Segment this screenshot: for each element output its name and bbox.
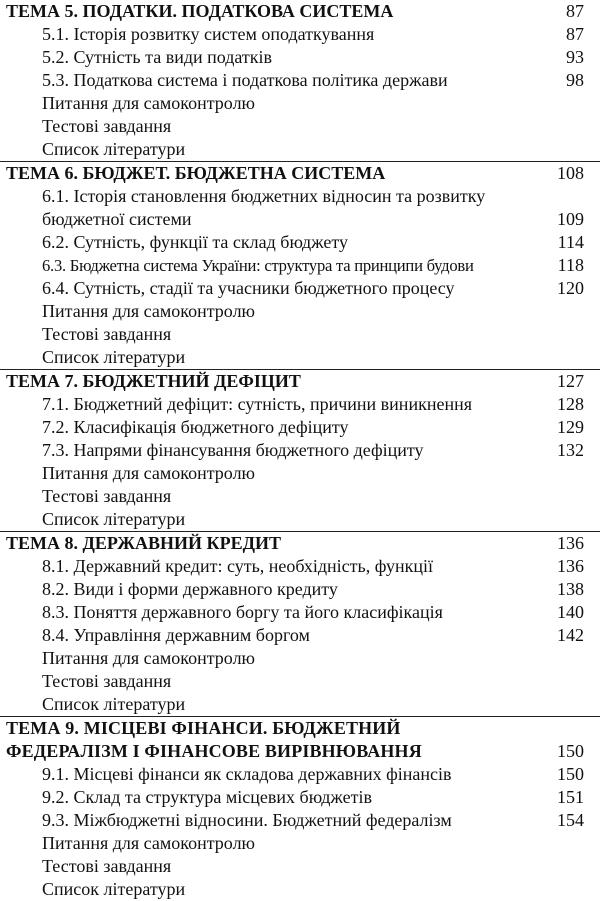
extra-title: Питання для самоконтролю bbox=[42, 301, 256, 321]
subsection-entry[interactable] bbox=[0, 439, 600, 462]
subsection-entry[interactable] bbox=[0, 763, 600, 786]
extra-entry[interactable] bbox=[0, 300, 600, 323]
subsection-title: 8.1. Державний кредит: суть, необхідність, функції bbox=[42, 556, 433, 576]
topic-heading[interactable] bbox=[0, 0, 600, 23]
extra-entry[interactable] bbox=[0, 346, 600, 369]
subsection-entry[interactable] bbox=[0, 393, 600, 416]
extra-title: Список літератури bbox=[42, 879, 186, 899]
subsection-entry[interactable] bbox=[0, 601, 600, 624]
extra-title: Список літератури bbox=[42, 509, 186, 529]
subsection-title: 5.3. Податкова система і податкова політика держави bbox=[42, 70, 448, 90]
topic-title: ТЕМА 9. МІСЦЕВІ ФІНАНСИ. БЮДЖЕТНИЙ bbox=[6, 718, 401, 738]
subsection-title: 7.3. Напрями фінансування бюджетного дефіциту bbox=[42, 440, 424, 460]
extra-entry[interactable] bbox=[0, 647, 600, 670]
extra-entry[interactable] bbox=[0, 138, 600, 161]
page-number: 150 bbox=[557, 764, 584, 784]
extra-entry[interactable] bbox=[0, 670, 600, 693]
extra-title: Тестові завдання bbox=[42, 116, 172, 136]
extra-title: Питання для самоконтролю bbox=[42, 93, 256, 113]
topic-heading[interactable] bbox=[0, 740, 600, 763]
extra-entry[interactable] bbox=[0, 855, 600, 878]
extra-title: Тестові завдання bbox=[42, 671, 172, 691]
topic-heading[interactable] bbox=[0, 370, 600, 393]
subsection-entry[interactable] bbox=[0, 809, 600, 832]
subsection-entry[interactable] bbox=[0, 277, 600, 300]
extra-title: Тестові завдання bbox=[42, 486, 172, 506]
page-number: 136 bbox=[557, 533, 584, 553]
subsection-entry[interactable] bbox=[0, 578, 600, 601]
page-number: 128 bbox=[557, 394, 584, 414]
toc-section bbox=[0, 0, 600, 162]
page-number: 87 bbox=[566, 24, 584, 44]
page-number: 142 bbox=[557, 625, 584, 645]
page-number: 154 bbox=[557, 810, 584, 830]
extra-entry[interactable] bbox=[0, 92, 600, 115]
page-number: 136 bbox=[557, 556, 584, 576]
extra-entry[interactable] bbox=[0, 485, 600, 508]
page-number: 151 bbox=[557, 787, 584, 807]
extra-title: Питання для самоконтролю bbox=[42, 833, 256, 853]
extra-entry[interactable] bbox=[0, 462, 600, 485]
subsection-title: бюджетної системи bbox=[42, 209, 192, 229]
toc-section bbox=[0, 717, 600, 901]
extra-entry[interactable] bbox=[0, 508, 600, 531]
page-number: 114 bbox=[557, 232, 584, 252]
extra-title: Тестові завдання bbox=[42, 324, 172, 344]
subsection-title: 7.2. Класифікація бюджетного дефіциту bbox=[42, 417, 349, 437]
subsection-title: 9.2. Склад та структура місцевих бюджетів bbox=[42, 787, 372, 807]
extra-entry[interactable] bbox=[0, 693, 600, 716]
subsection-title: 7.1. Бюджетний дефіцит: сутність, причини виникнення bbox=[42, 394, 472, 414]
topic-heading[interactable] bbox=[0, 162, 600, 185]
subsection-entry[interactable] bbox=[0, 185, 600, 208]
topic-heading[interactable] bbox=[0, 717, 600, 740]
subsection-entry[interactable] bbox=[0, 624, 600, 647]
topic-title: ТЕМА 6. БЮДЖЕТ. БЮДЖЕТНА СИСТЕМА bbox=[6, 163, 386, 183]
extra-entry[interactable] bbox=[0, 115, 600, 138]
subsection-title: 5.2. Сутність та види податків bbox=[42, 47, 273, 67]
topic-title: ТЕМА 5. ПОДАТКИ. ПОДАТКОВА СИСТЕМА bbox=[6, 1, 394, 21]
page-number: 127 bbox=[557, 371, 584, 391]
topic-title: ТЕМА 7. БЮДЖЕТНИЙ ДЕФІЦИТ bbox=[6, 371, 301, 391]
extra-title: Питання для самоконтролю bbox=[42, 463, 256, 483]
subsection-entry[interactable] bbox=[0, 786, 600, 809]
page-number: 108 bbox=[557, 163, 584, 183]
topic-title: ТЕМА 8. ДЕРЖАВНИЙ КРЕДИТ bbox=[6, 533, 282, 553]
extra-title: Список літератури bbox=[42, 694, 186, 714]
page-number: 98 bbox=[566, 70, 584, 90]
page-number: 109 bbox=[557, 209, 584, 229]
subsection-title: 5.1. Історія розвитку систем оподаткування bbox=[42, 24, 375, 44]
page-number: 129 bbox=[557, 417, 584, 437]
extra-title: Список літератури bbox=[42, 347, 186, 367]
toc-section bbox=[0, 532, 600, 717]
subsection-title: 8.4. Управління державним боргом bbox=[42, 625, 310, 645]
subsection-entry[interactable] bbox=[0, 69, 600, 92]
extra-entry[interactable] bbox=[0, 323, 600, 346]
extra-title: Питання для самоконтролю bbox=[42, 648, 256, 668]
topic-title: ФЕДЕРАЛІЗМ І ФІНАНСОВЕ ВИРІВНЮВАННЯ bbox=[6, 741, 422, 761]
page-number: 132 bbox=[557, 440, 584, 460]
topic-heading[interactable] bbox=[0, 532, 600, 555]
extra-entry[interactable] bbox=[0, 832, 600, 855]
extra-entry[interactable] bbox=[0, 878, 600, 901]
subsection-title: 6.4. Сутність, стадії та учасники бюджетного процесу bbox=[42, 278, 455, 298]
subsection-title: 8.2. Види і форми державного кредиту bbox=[42, 579, 338, 599]
page-number: 150 bbox=[557, 741, 584, 761]
subsection-title: 6.2. Сутність, функції та склад бюджету bbox=[42, 232, 348, 252]
toc-section bbox=[0, 370, 600, 532]
subsection-title: 6.3. Бюджетна система України: структура та принципи будови bbox=[42, 256, 474, 275]
subsection-entry[interactable] bbox=[0, 416, 600, 439]
page-number: 118 bbox=[557, 255, 584, 275]
subsection-entry[interactable] bbox=[0, 231, 600, 254]
page-number: 120 bbox=[557, 278, 584, 298]
page-number: 138 bbox=[557, 579, 584, 599]
subsection-entry[interactable] bbox=[0, 23, 600, 46]
toc-section bbox=[0, 162, 600, 370]
subsection-entry[interactable] bbox=[0, 208, 600, 231]
subsection-title: 6.1. Історія становлення бюджетних відносин та розвитку bbox=[42, 186, 486, 206]
extra-title: Тестові завдання bbox=[42, 856, 172, 876]
extra-title: Список літератури bbox=[42, 139, 186, 159]
page-number: 140 bbox=[557, 602, 584, 622]
subsection-entry[interactable] bbox=[0, 254, 600, 277]
page-number: 93 bbox=[566, 47, 584, 67]
subsection-title: 9.1. Місцеві фінанси як складова державних фінансів bbox=[42, 764, 452, 784]
page-number: 87 bbox=[566, 1, 584, 21]
subsection-title: 8.3. Поняття державного боргу та його класифікація bbox=[42, 602, 443, 622]
subsection-entry[interactable] bbox=[0, 555, 600, 578]
subsection-title: 9.3. Міжбюджетні відносини. Бюджетний федералізм bbox=[42, 810, 452, 830]
subsection-entry[interactable] bbox=[0, 46, 600, 69]
